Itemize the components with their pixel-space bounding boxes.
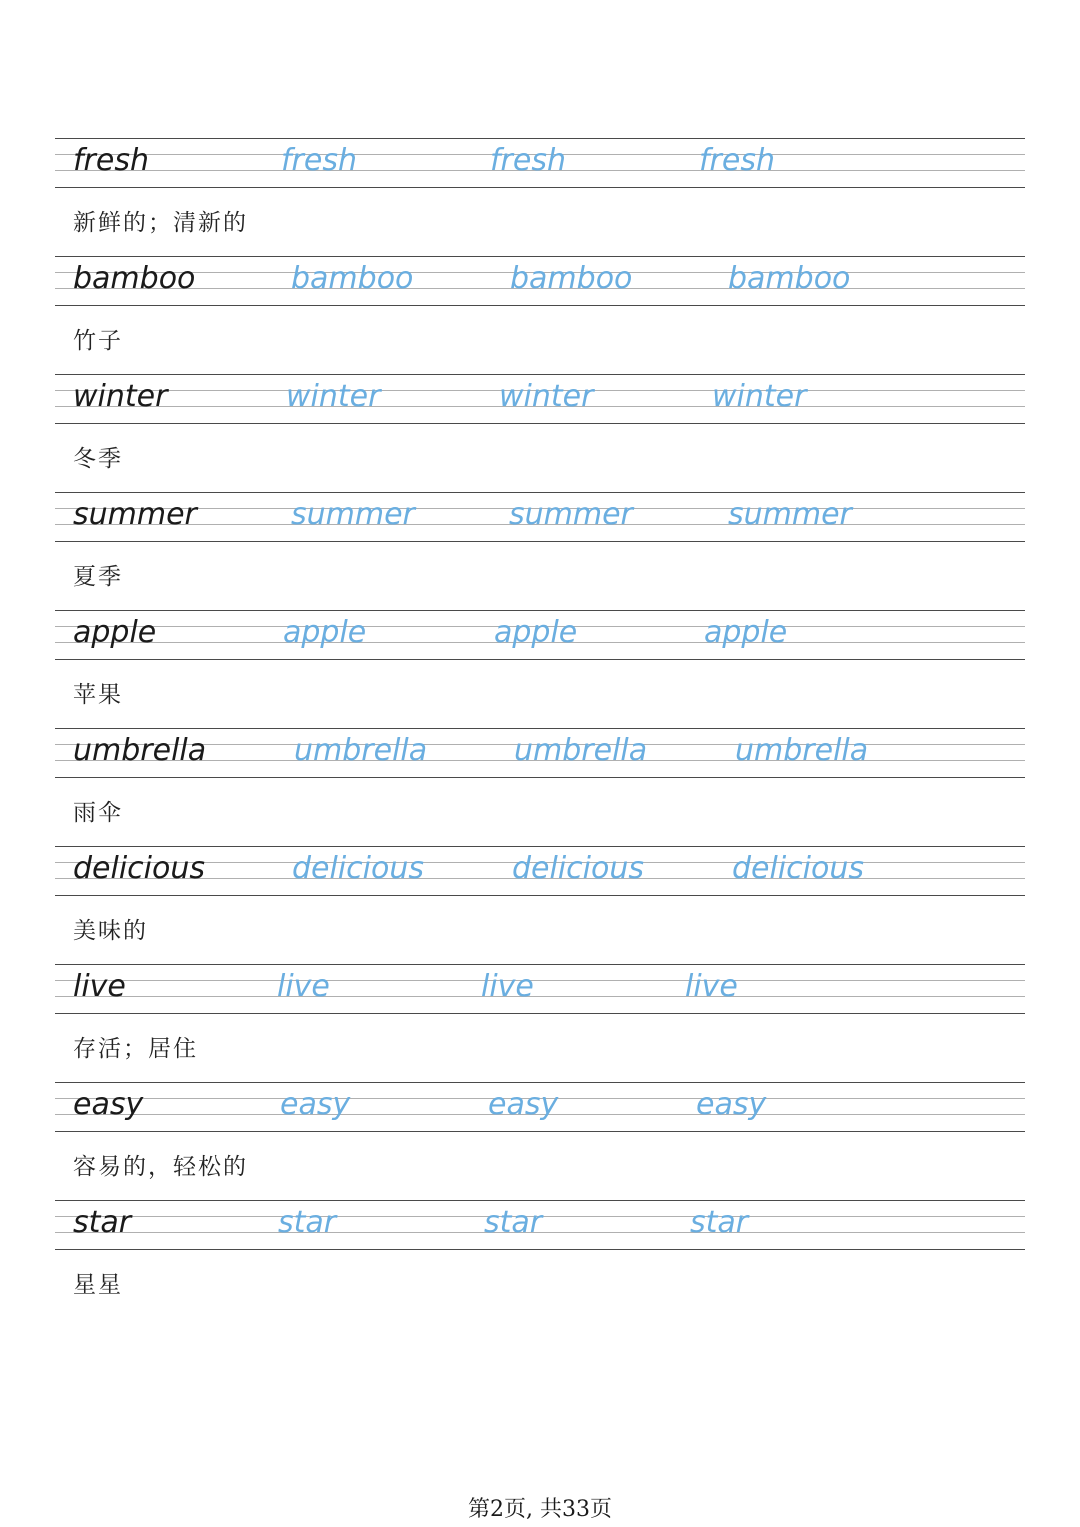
word-meaning: 冬季 (73, 446, 123, 472)
trace-word: live (481, 969, 534, 1004)
rule-line (55, 610, 1025, 611)
trace-word: easy (280, 1087, 351, 1122)
rule-line (55, 964, 1025, 965)
vocab-entry (0, 610, 1080, 728)
vocab-word: bamboo (73, 261, 196, 296)
rule-line (55, 659, 1025, 660)
vocab-word: easy (73, 1087, 144, 1122)
trace-word: star (690, 1205, 749, 1240)
rule-line (55, 1082, 1025, 1083)
vocab-entry (0, 846, 1080, 964)
rule-line (55, 138, 1025, 139)
trace-word: winter (499, 379, 594, 414)
trace-word: live (277, 969, 330, 1004)
trace-word: delicious (512, 851, 644, 886)
trace-word: bamboo (510, 261, 633, 296)
trace-word: summer (291, 497, 415, 532)
trace-word: fresh (490, 143, 566, 178)
vocab-word: summer (73, 497, 197, 532)
vocab-word: delicious (73, 851, 205, 886)
handwriting-lines (55, 964, 1025, 1014)
rule-line (55, 374, 1025, 375)
rule-line (55, 846, 1025, 847)
trace-word: delicious (292, 851, 424, 886)
trace-word: fresh (699, 143, 775, 178)
rule-line (55, 895, 1025, 896)
trace-word: bamboo (728, 261, 851, 296)
vocab-entry (0, 138, 1080, 256)
trace-word: summer (728, 497, 852, 532)
vocab-entry (0, 1200, 1080, 1318)
rule-line (55, 305, 1025, 306)
trace-word: live (685, 969, 738, 1004)
vocab-word: umbrella (73, 733, 207, 768)
word-meaning: 雨伞 (73, 800, 123, 826)
trace-word: star (278, 1205, 337, 1240)
vocab-entry (0, 1082, 1080, 1200)
rule-line (55, 492, 1025, 493)
vocab-word: star (73, 1205, 132, 1240)
trace-word: star (484, 1205, 543, 1240)
vocab-entry (0, 728, 1080, 846)
trace-word: winter (286, 379, 381, 414)
trace-word: fresh (281, 143, 357, 178)
vocab-entry (0, 256, 1080, 374)
rule-line (55, 1131, 1025, 1132)
word-meaning: 夏季 (73, 564, 123, 590)
vocab-entry (0, 374, 1080, 492)
rule-line (55, 980, 1025, 981)
rule-line (55, 728, 1025, 729)
rule-line (55, 777, 1025, 778)
trace-word: easy (696, 1087, 767, 1122)
trace-word: easy (488, 1087, 559, 1122)
word-meaning: 星星 (73, 1272, 123, 1298)
trace-word: umbrella (294, 733, 428, 768)
word-meaning: 容易的，轻松的 (73, 1154, 248, 1180)
trace-word: summer (509, 497, 633, 532)
word-meaning: 苹果 (73, 682, 123, 708)
trace-word: umbrella (514, 733, 648, 768)
trace-word: apple (283, 615, 367, 650)
vocab-word: fresh (73, 143, 149, 178)
trace-word: umbrella (735, 733, 869, 768)
vocab-entry (0, 964, 1080, 1082)
trace-word: delicious (732, 851, 864, 886)
rule-line (55, 541, 1025, 542)
word-meaning: 竹子 (73, 328, 123, 354)
word-meaning: 存活；居住 (73, 1036, 198, 1062)
rule-line (55, 996, 1025, 997)
vocab-entry (0, 492, 1080, 610)
trace-word: winter (712, 379, 807, 414)
vocab-word: apple (73, 615, 157, 650)
rule-line (55, 256, 1025, 257)
word-meaning: 新鲜的；清新的 (73, 210, 248, 236)
vocab-word: live (73, 969, 126, 1004)
rule-line (55, 1013, 1025, 1014)
trace-word: apple (704, 615, 788, 650)
rule-line (55, 1200, 1025, 1201)
trace-word: apple (494, 615, 578, 650)
rule-line (55, 1249, 1025, 1250)
page-number: 第2页, 共33页 (468, 1497, 612, 1522)
vocab-word: winter (73, 379, 168, 414)
trace-word: bamboo (291, 261, 414, 296)
rule-line (55, 423, 1025, 424)
word-meaning: 美味的 (73, 918, 148, 944)
rule-line (55, 187, 1025, 188)
